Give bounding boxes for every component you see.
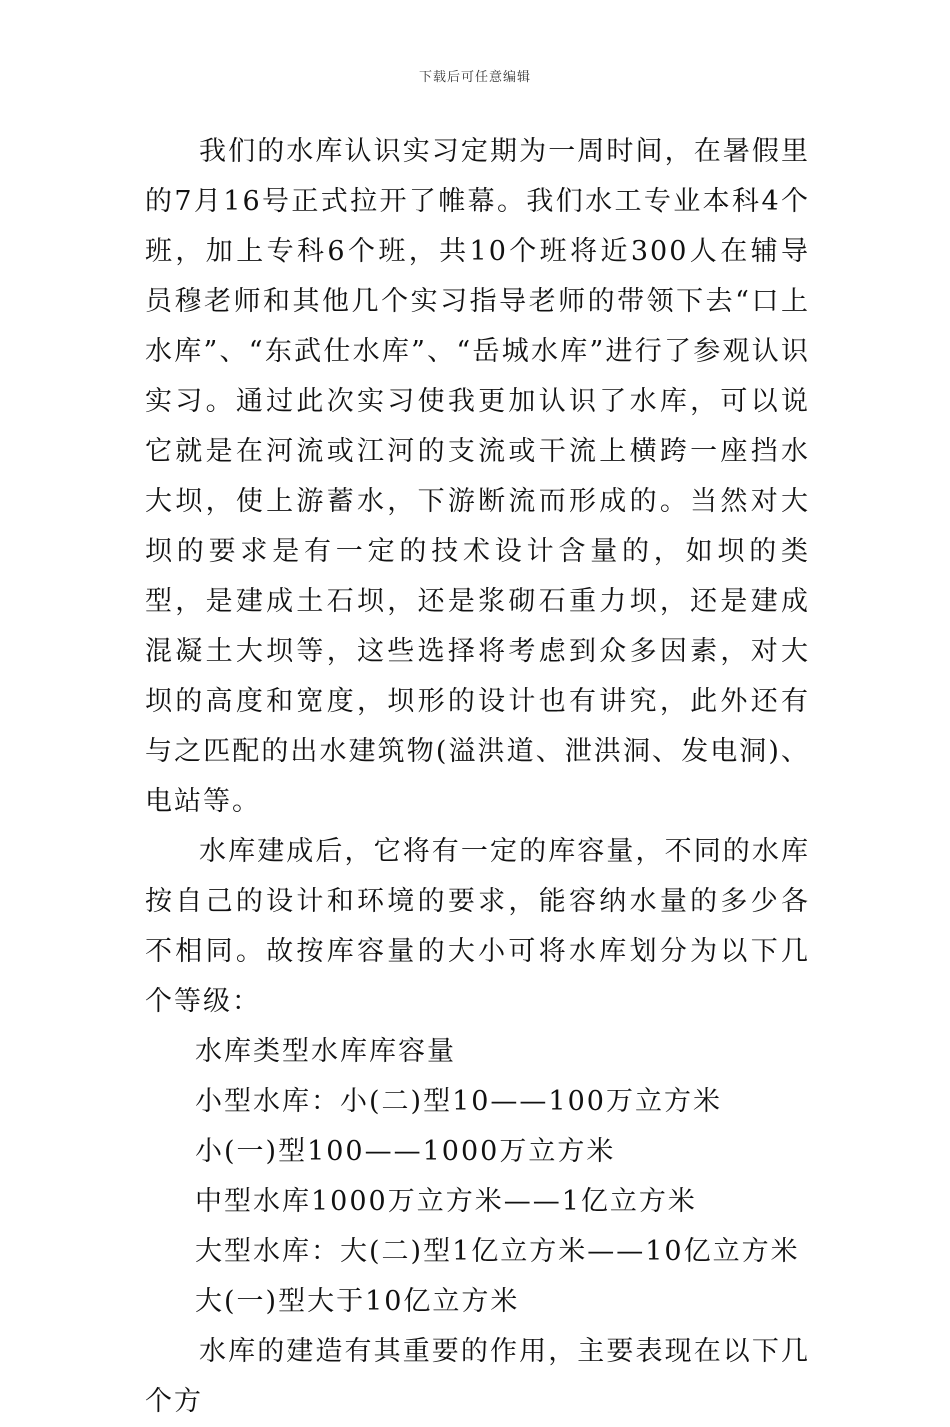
classification-header: 水库类型水库库容量 [195, 1036, 456, 1067]
paragraph-capacity: 水库建成后，它将有一定的库容量，不同的水库按自己的设计和环境的要求，能容纳水量的多少各不相同。故按库容量的大小可将水库划分为以下几个等级： [145, 836, 810, 1017]
classification-large-2: 大型水库：大(二)型1亿立方米——10亿立方米 [195, 1236, 800, 1267]
paragraph-intro: 我们的水库认识实习定期为一周时间，在暑假里的7月16号正式拉开了帷幕。我们水工专业本科4个班，加上专科6个班，共10个班将近300人在辅导员穆老师和其他几个实习指导老师的带领下去“口上水库”、“东武仕水库”、“岳城水库”进行了参观认识实习。通过此次实习使我更加认识了水库，可以说它就是在河流或江河的支流或干流上横跨一座挡水大坝，使上游蓄水，下游断流而形成的。当然对大坝的要求是有一定的技术设计含量的，如坝的类型，是建成土石坝，还是浆砌石重力坝，还是建成混凝土大坝等，这些选择将考虑到众多因素，对大坝的高度和宽度，坝形的设计也有讲究，此外还有与之匹配的出水建筑物(溢洪道、泄洪洞、发电洞)、电站等。 [145, 136, 810, 817]
classification-small-1: 小(一)型100——1000万立方米 [195, 1136, 616, 1167]
paragraph-importance: 水库的建造有其重要的作用，主要表现在以下几个方 [145, 1336, 810, 1417]
classification-medium: 中型水库1000万立方米——1亿立方米 [195, 1186, 697, 1217]
document-body [145, 127, 810, 1427]
header-note: 下载后可任意编辑 [418, 70, 531, 85]
classification-small-2: 小型水库：小(二)型10——100万立方米 [195, 1086, 722, 1117]
classification-large-1: 大(一)型大于10亿立方米 [195, 1286, 520, 1317]
